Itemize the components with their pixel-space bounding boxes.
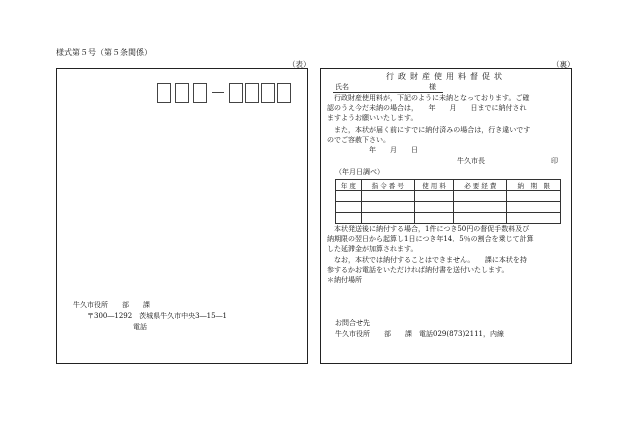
- notice-paragraph-1: 行政財産使用料が，下記のように未納となっております。ご確 認のうえ今だ未納の場合は， 年 月 日までに納付され ますようお願いいたします。: [327, 94, 530, 122]
- postal-box: [245, 83, 259, 103]
- front-panel: [56, 68, 308, 364]
- honorific: 様: [429, 83, 436, 91]
- table-row: [336, 213, 561, 224]
- postal-box: [175, 83, 189, 103]
- postal-box: [261, 83, 275, 103]
- postal-box: [229, 83, 243, 103]
- back-side-label: （裏）: [552, 60, 575, 69]
- fee-table: [335, 179, 561, 224]
- seal-mark: 印: [551, 157, 558, 165]
- sender-address: 〒300―1292 茨城県牛久市中央3―15―1: [87, 312, 227, 320]
- issue-date: 年 月 日: [369, 146, 418, 154]
- late-fee-note: 本状発送後に納付する場合，1件につき50円の督促手数料及び 納期限の翌日から起算し1日につき年14．5％の割合を乗じて計算 した延滞金が加算されます。: [327, 225, 534, 253]
- postal-box: [193, 83, 207, 103]
- header-order-number: 指 令 番 号: [361, 180, 414, 191]
- header-expenses: 必 要 経 費: [454, 180, 507, 191]
- survey-date: （年月日調べ）: [335, 168, 384, 176]
- postal-box: [277, 83, 291, 103]
- payment-place: ＊納付場所: [327, 276, 362, 284]
- mayor-title: 牛久市長: [457, 157, 485, 165]
- header-due-date: 納 期 限: [507, 180, 561, 191]
- contact-label: お問合せ先: [335, 319, 370, 327]
- header-usage-fee: 使 用 料: [414, 180, 453, 191]
- table-header-row: [336, 180, 561, 191]
- postal-box: [157, 83, 171, 103]
- sender-office: 牛久市役所 部 課: [73, 301, 150, 309]
- back-panel: [320, 68, 572, 364]
- form-number: 様式第５号（第５条関係）: [56, 48, 152, 57]
- postal-dash: [212, 92, 224, 93]
- contact-line: 牛久市役所 部 課 電話029(873)2111，内線: [335, 330, 504, 338]
- header-fiscal-year: 年 度: [336, 180, 362, 191]
- payment-note: なお，本状では納付することはできません。 課に本状を持 参するかお電話をいただければ納付書を送付いたします。: [327, 256, 527, 274]
- table-row: [336, 191, 561, 202]
- notice-title: 行政財産使用料督促状: [386, 72, 506, 81]
- table-row: [336, 202, 561, 213]
- front-side-label: （表）: [288, 60, 311, 69]
- sender-phone: 電話: [133, 323, 147, 331]
- name-label: 氏名: [335, 83, 349, 91]
- notice-paragraph-2: また，本状が届く前にすでに納付済みの場合は，行き違いです のでご容赦下さい。: [327, 126, 531, 144]
